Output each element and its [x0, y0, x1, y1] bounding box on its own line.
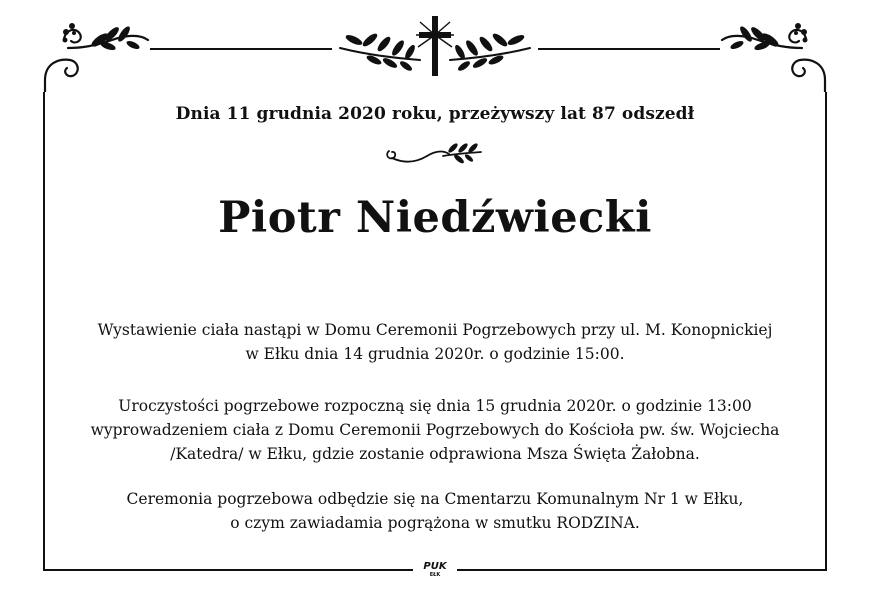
frame-top-right-line: [538, 48, 720, 50]
logo-sub-text: EŁK: [429, 572, 441, 578]
corner-flourish-icon: [717, 12, 832, 92]
corner-flourish-icon: [38, 12, 153, 92]
divider-flourish-icon: [383, 142, 487, 168]
frame-bottom-right-line: [457, 569, 827, 571]
paragraph-line: Uroczystości pogrzebowe rozpoczną się dnia 15 grudnia 2020r. o godzinie 13:00: [118, 397, 752, 415]
paragraph-line: wyprowadzeniem ciała z Domu Ceremonii Pogrzebowych do Kościoła pw. św. Wojciecha: [90, 421, 780, 439]
frame-top-left-line: [150, 48, 332, 50]
deceased-name: Piotr Niedźwiecki: [218, 193, 652, 243]
cross-icon: [412, 14, 458, 78]
paragraph-line: w Ełku dnia 14 grudnia 2020r. o godzinie 15:00.: [245, 345, 625, 363]
paragraph-line: /Katedra/ w Ełku, gdzie zostanie odprawiona Msza Święta Żałobna.: [170, 445, 700, 463]
paragraph-line: Wystawienie ciała nastąpi w Domu Ceremonii Pogrzebowych przy ul. M. Konopnickiej: [97, 321, 773, 339]
frame-bottom-left-line: [43, 569, 413, 571]
paragraph-ceremony: [0, 394, 870, 466]
announcement-header: Dnia 11 grudnia 2020 roku, przeżywszy lat 87 odszedł: [175, 104, 695, 124]
paragraph-line: o czym zawiadamia pogrążona w smutku RODZINA.: [230, 514, 640, 532]
paragraph-viewing: [0, 318, 870, 366]
paragraph-burial: [0, 487, 870, 535]
paragraph-line: Ceremonia pogrzebowa odbędzie się na Cmentarzu Komunalnym Nr 1 w Ełku,: [126, 490, 744, 508]
puk-logo: [418, 562, 452, 578]
logo-main-text: PUK: [423, 561, 447, 572]
